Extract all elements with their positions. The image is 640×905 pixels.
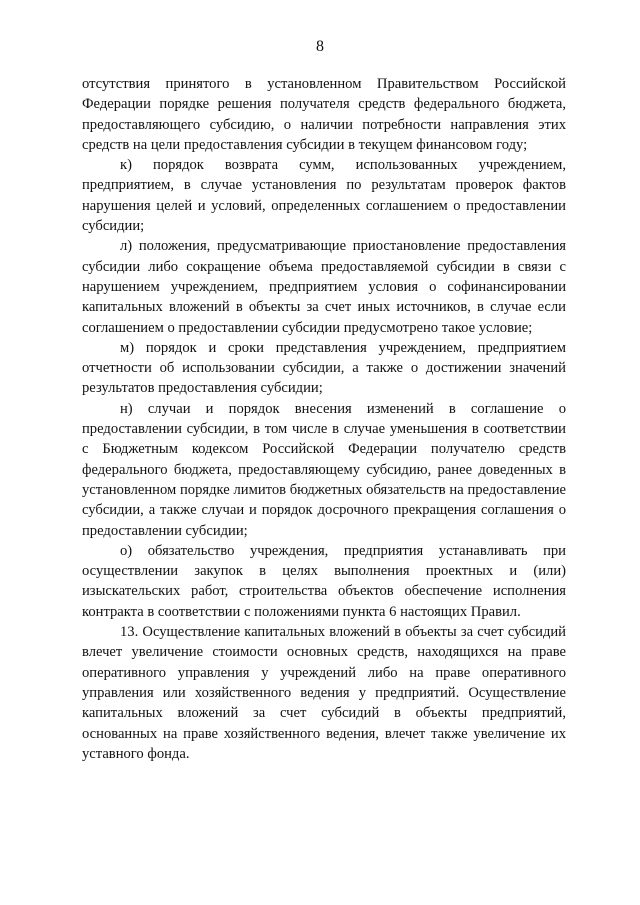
paragraph-item-k: к) порядок возврата сумм, использованных учреждением, предприятием, в случае установления по результатам проверок фактов нарушения целей и условий, определенных соглашением о предоставлении субсидии;: [82, 157, 566, 235]
paragraph-item-o: о) обязательство учреждения, предприятия устанавливать при осуществлении закупок в целях выполнения проектных и (или) изыскательских работ, строительства объектов обеспечение исполнения контракта в соответствии с положениями пункта 6 настоящих Правил.: [82, 542, 566, 620]
paragraph-item-m: м) порядок и сроки представления учреждением, предприятием отчетности об использовании субсидии, а также о достижении значений результатов предоставления субсидии;: [82, 339, 566, 397]
document-body: [82, 74, 566, 764]
paragraph-item-l: л) положения, предусматривающие приостановление предоставления субсидии либо сокращение объема предоставляемой субсидии в связи с нарушением учреждением, предприятием условия о софинансировании капитальных вложений в объекты за счет иных источников, в случае если соглашением о предоставлении субсидии предусмотрено такое условие;: [82, 238, 566, 336]
page-number: 8: [316, 38, 324, 55]
paragraph-continuation: отсутствия принятого в установленном Правительством Российской Федерации порядке решения получателя средств федерального бюджета, предоставляющего субсидию, о наличии потребности направления этих средств на цели предоставления субсидии в текущем финансовом году;: [82, 76, 566, 153]
paragraph-section-13: 13. Осуществление капитальных вложений в объекты за счет субсидий влечет увеличение стоимости основных средств, находящихся на праве оперативного управления у учреждений либо на праве оперативного управления или хозяйственного ведения у предприятий. Осуществление капитальных вложений за счет субсидий в объекты предприятий, основанных на праве хозяйственного ведения, влечет также увеличение их уставного фонда.: [82, 624, 566, 762]
paragraph-item-n: н) случаи и порядок внесения изменений в соглашение о предоставлении субсидии, в том числе в случае уменьшения в соответствии с Бюджетным кодексом Российской Федерации получателю средств федерального бюджета, предоставляющему субсидию, ранее доведенных в установленном порядке лимитов бюджетных обязательств на предоставление субсидии, а также случаи и порядок досрочного прекращения соглашения о предоставлении субсидии;: [82, 400, 566, 539]
